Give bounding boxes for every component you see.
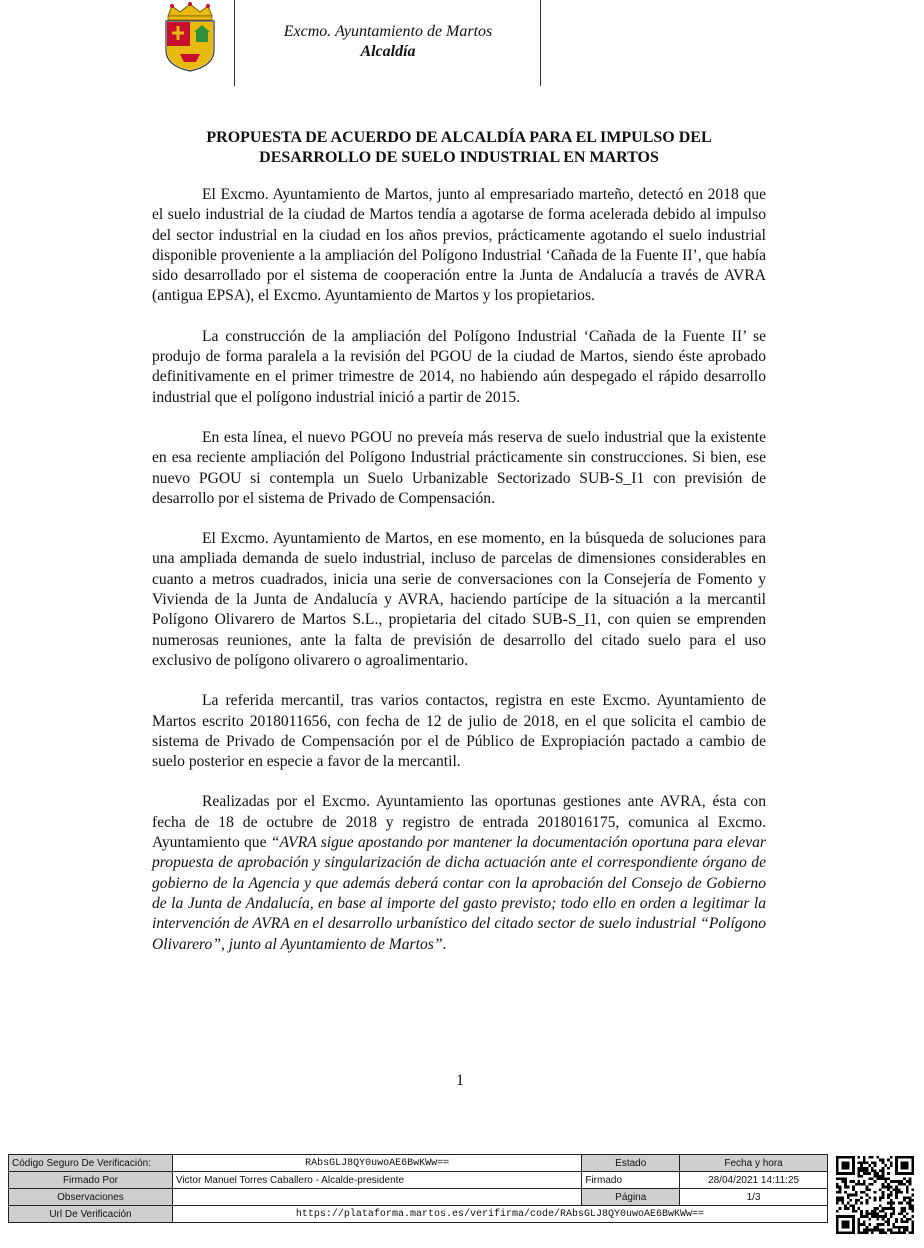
pagina-label: Página (582, 1189, 680, 1206)
header-divider-right (540, 0, 541, 86)
table-row (9, 1189, 828, 1206)
estado-value: Firmado (582, 1172, 680, 1189)
header-divider-left (234, 0, 235, 86)
pagina-value: 1/3 (680, 1189, 828, 1206)
url-label: Url De Verificación (9, 1206, 173, 1223)
qr-code-icon[interactable] (836, 1156, 914, 1234)
header-org: Excmo. Ayuntamiento de Martos (283, 23, 493, 40)
csv-value: RAbsGLJ8QY0uwoAE6BwKWw== (172, 1155, 581, 1172)
paragraph: En esta línea, el nuevo PGOU no preveía más reserva de suelo industrial que la existente en esa reciente ampliación del Polígono Industrial prácticamente sin construcciones. Si bien, ese nuevo PGOU si contempla un Suelo Urbanizable Sectorizado SUB-S_I1 con previsión de desarrollo por el sistema de Privado de Compensación. (152, 428, 766, 507)
csv-label: Código Seguro De Verificación: (9, 1155, 173, 1172)
paragraph-lead: Realizadas por el Excmo. Ayuntamiento las oportunas gestiones ante AVRA, ésta con fecha de 18 de octubre de 2018 y registro de entrada 2018016175, comunica al Excmo. Ayuntamiento que (152, 793, 766, 852)
table-row (9, 1172, 828, 1189)
paragraph: La referida mercantil, tras varios contactos, registra en este Excmo. Ayuntamiento de Martos escrito 2018011656, con fecha de 12 de julio de 2018, en el que solicita el cambio de sistema de Privado de Compensación por el de Público de Expropiación pactado a cambio de suelo posterior en especie a favor de la mercantil. (152, 692, 766, 771)
estado-label: Estado (582, 1155, 680, 1172)
header-dept: Alcaldía (360, 43, 416, 60)
table-row (9, 1206, 828, 1223)
fecha-value: 28/04/2021 14:11:25 (680, 1172, 828, 1189)
verification-table (8, 1154, 828, 1223)
paragraph: El Excmo. Ayuntamiento de Martos, junto al empresariado marteño, detectó en 2018 que el suelo industrial de la ciudad de Martos tendía a agotarse de forma acelerada debido al impulso del sector industrial en la ciudad en los años previos, prácticamente agotando el suelo industrial disponible proveniente a la ampliación del Polígono Industrial ‘Cañada de la Fuente II’, que había sido desarrollado por el sistema de cooperación entre la Junta de Andalucía a través de AVRA (antigua EPSA), el Excmo. Ayuntamiento de Martos y los propietarios. (152, 186, 766, 305)
url-value[interactable]: https://plataforma.martos.es/verifirma/code/RAbsGLJ8QY0uwoAE6BwKWw== (172, 1206, 827, 1223)
coat-of-arms-icon (158, 2, 222, 72)
observaciones-value (172, 1189, 581, 1206)
paragraph-quote (152, 792, 766, 954)
observaciones-label: Observaciones (9, 1189, 173, 1206)
page-number: 1 (456, 1072, 464, 1089)
paragraph: El Excmo. Ayuntamiento de Martos, en ese momento, en la búsqueda de soluciones para una ampliada demanda de suelo industrial, incluso de parcelas de dimensiones considerables en cuanto a metros cuadrados, inicia una serie de conversaciones con la Consejería de Fomento y Vivienda de la Junta de Andalucía y AVRA, haciendo partícipe de la situación a la mercantil Polígono Olivarero de Martos S.L., propietaria del citado SUB-S_I1, con quien se emprenden numerosas reuniones, ante la falta de previsión de desarrollo del citado suelo para el uso exclusivo de polígono olivarero o agroalimentario. (152, 530, 766, 669)
firmado-por-label: Firmado Por (9, 1172, 173, 1189)
quoted-text: “AVRA sigue apostando por mantener la documentación oportuna para elevar propuesta de aprobación y singularización de dicha actuación ante el correspondiente órgano de gobierno de la Agencia y que además deberá contar con la aprobación del Consejo de Gobierno de la Junta de Andalucía, en base al importe del gasto previsto; todo ello en orden a legitimar la intervención de AVRA en el desarrollo urbanístico del citado sector de suelo industrial “Polígono Olivarero”, junto al Ayuntamiento de Martos” (152, 834, 766, 953)
fecha-label: Fecha y hora (680, 1155, 828, 1172)
document-title: PROPUESTA DE ACUERDO DE ALCALDÍA PARA EL IMPULSO DEL DESARROLLO DE SUELO INDUSTRIAL EN MARTOS (206, 129, 712, 166)
paragraph-tail: . (442, 935, 447, 953)
paragraph: La construcción de la ampliación del Polígono Industrial ‘Cañada de la Fuente II’ se produjo de forma paralela a la revisión del PGOU de la ciudad de Martos, siendo éste aprobado definitivamente en el primer trimestre de 2014, no habiendo aún despegado el rápido desarrollo industrial que el polígono industrial inició a partir de 2015. (152, 327, 766, 406)
firmado-por-value: Victor Manuel Torres Caballero - Alcalde-presidente (172, 1172, 581, 1189)
document-body (152, 185, 766, 975)
table-row (9, 1155, 828, 1172)
header-text (236, 22, 540, 62)
